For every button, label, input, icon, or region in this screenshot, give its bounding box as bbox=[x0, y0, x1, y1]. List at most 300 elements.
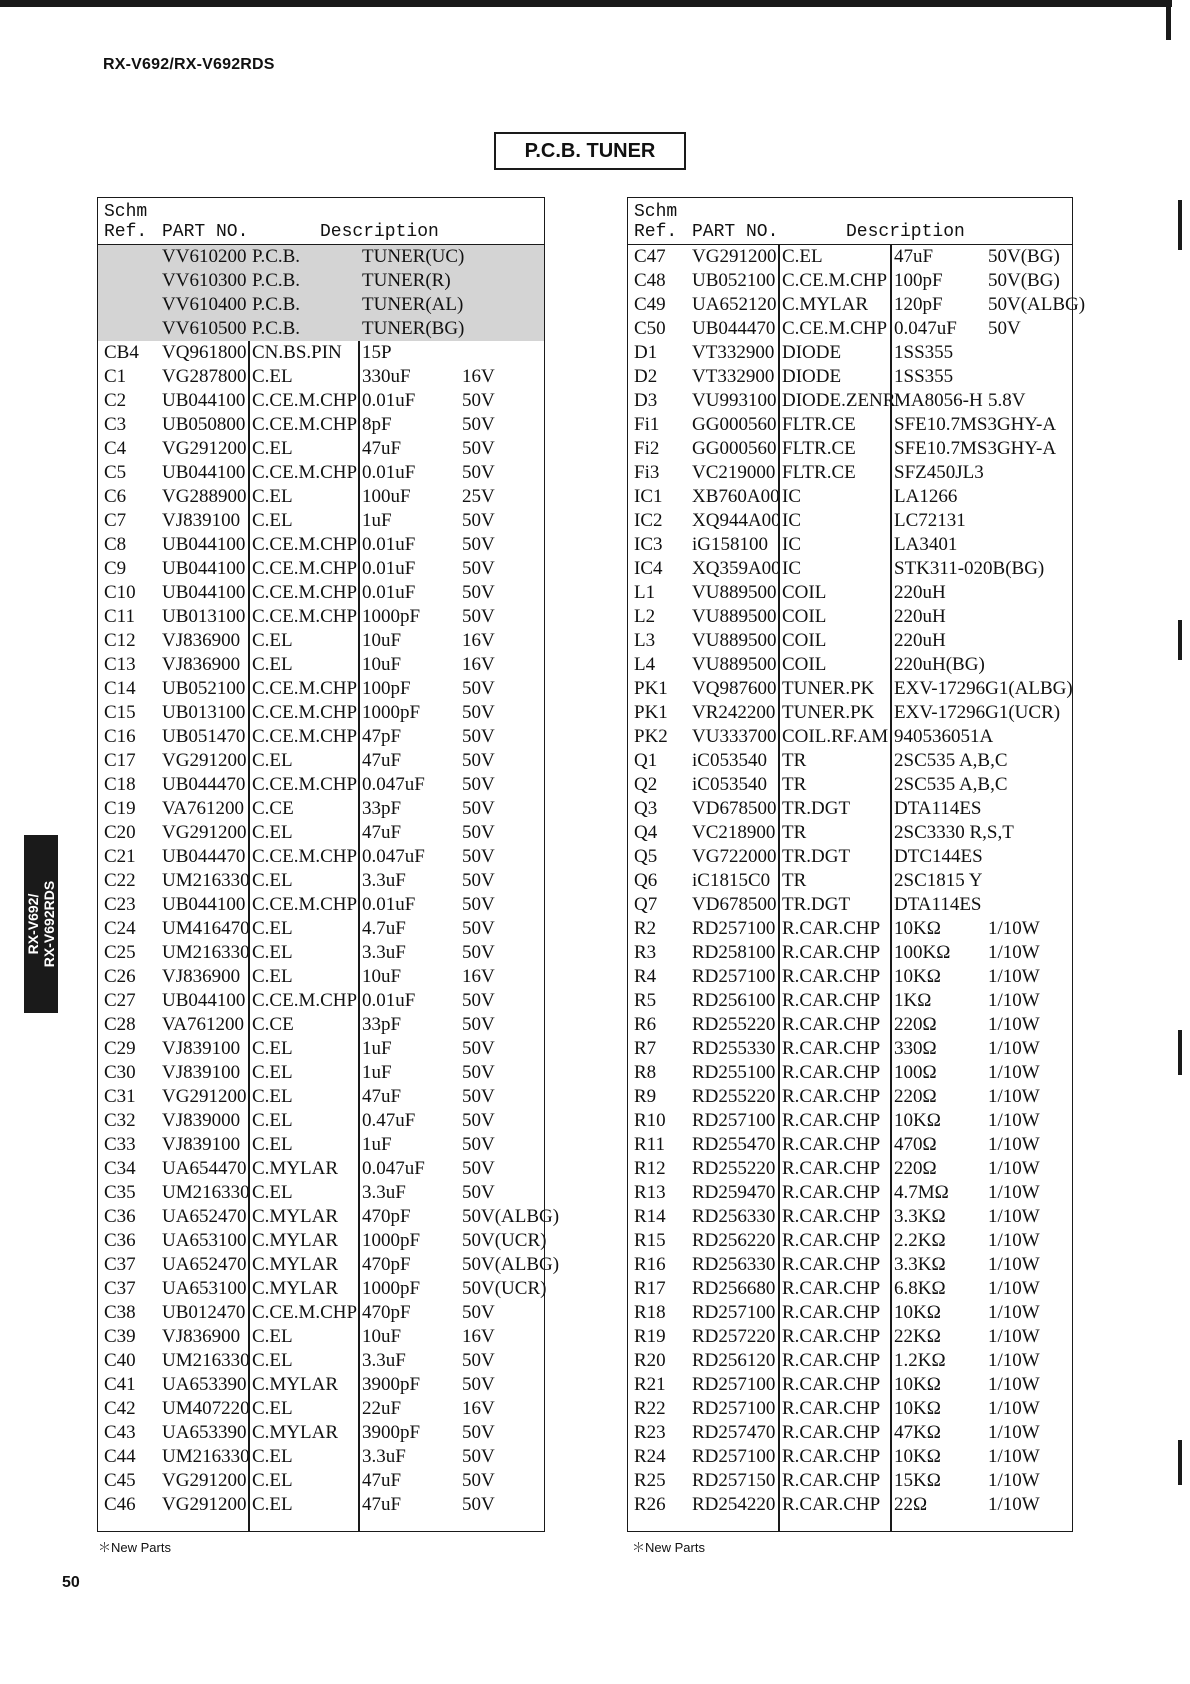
description-cell: TR bbox=[782, 822, 807, 843]
ref-cell: C8 bbox=[104, 534, 127, 555]
table-row bbox=[98, 989, 544, 1013]
part-no-cell: VG287800 bbox=[162, 366, 247, 387]
rating-cell: 50V bbox=[462, 990, 495, 1011]
ref-cell: R12 bbox=[634, 1158, 666, 1179]
ref-cell: D2 bbox=[634, 366, 658, 387]
rating-cell: 50V bbox=[462, 894, 495, 915]
ref-cell: C12 bbox=[104, 630, 136, 651]
description-cell: C.MYLAR bbox=[252, 1230, 339, 1251]
value-cell: 2SC1815 Y bbox=[894, 870, 983, 891]
value-cell: 15KΩ bbox=[894, 1470, 941, 1491]
rating-cell: 50V bbox=[462, 1470, 495, 1491]
ref-cell: C6 bbox=[104, 486, 127, 507]
value-cell: 0.47uF bbox=[362, 1110, 416, 1131]
rating-cell: 1/10W bbox=[988, 942, 1040, 963]
rating-cell: 16V bbox=[462, 366, 495, 387]
table-row bbox=[628, 1445, 1072, 1469]
description-cell: TR.DGT bbox=[782, 846, 851, 867]
description-cell: R.CAR.CHP bbox=[782, 1302, 881, 1323]
ref-cell: D3 bbox=[634, 390, 658, 411]
value-cell: 0.047uF bbox=[362, 846, 425, 867]
value-cell: 0.01uF bbox=[362, 990, 416, 1011]
value-cell: 220Ω bbox=[894, 1014, 937, 1035]
part-no-cell: VJ839100 bbox=[162, 1062, 241, 1083]
header-description: Description bbox=[320, 222, 439, 242]
description-cell: R.CAR.CHP bbox=[782, 942, 881, 963]
description-cell: C.MYLAR bbox=[252, 1158, 339, 1179]
table-row bbox=[628, 245, 1072, 269]
part-no-cell: RD257100 bbox=[692, 1110, 776, 1131]
rating-cell: 16V bbox=[462, 630, 495, 651]
rating-cell: 1/10W bbox=[988, 1302, 1040, 1323]
value-cell: 47uF bbox=[362, 750, 402, 771]
description-cell: C.EL bbox=[252, 630, 293, 651]
description-cell: R.CAR.CHP bbox=[782, 1230, 881, 1251]
value-cell: LA1266 bbox=[894, 486, 958, 507]
ref-cell: Q7 bbox=[634, 894, 658, 915]
description-cell: IC bbox=[782, 486, 801, 507]
value-cell: 0.01uF bbox=[362, 462, 416, 483]
value-cell: DTA114ES bbox=[894, 894, 982, 915]
part-no-cell: UA653390 bbox=[162, 1422, 247, 1443]
description-cell: C.EL bbox=[252, 1110, 293, 1131]
table-row bbox=[628, 1205, 1072, 1229]
part-no-cell: VV610200 bbox=[162, 246, 247, 267]
rating-cell: 1/10W bbox=[988, 918, 1040, 939]
ref-cell: R8 bbox=[634, 1062, 657, 1083]
ref-cell: L2 bbox=[634, 606, 656, 627]
value-cell: TUNER(UC) bbox=[362, 246, 465, 267]
rating-cell: 50V bbox=[462, 798, 495, 819]
ref-cell: C38 bbox=[104, 1302, 136, 1323]
ref-cell: C31 bbox=[104, 1086, 136, 1107]
value-cell: 0.047uF bbox=[894, 318, 957, 339]
table-row bbox=[628, 725, 1072, 749]
value-cell: 47uF bbox=[362, 822, 402, 843]
description-cell: C.CE.M.CHP bbox=[252, 726, 358, 747]
part-no-cell: UB044470 bbox=[692, 318, 776, 339]
description-cell: COIL bbox=[782, 630, 827, 651]
table-row bbox=[628, 1037, 1072, 1061]
table-row bbox=[98, 965, 544, 989]
edge-mark bbox=[1178, 620, 1182, 660]
rating-cell: 50V(UCR) bbox=[462, 1230, 547, 1251]
description-cell: C.MYLAR bbox=[252, 1206, 339, 1227]
value-cell: 0.047uF bbox=[362, 1158, 425, 1179]
parts-table-left bbox=[97, 197, 560, 1532]
ref-cell: C47 bbox=[634, 246, 666, 267]
part-no-cell: VV610500 bbox=[162, 318, 247, 339]
part-no-cell: VT332900 bbox=[692, 342, 775, 363]
ref-cell: C49 bbox=[634, 294, 666, 315]
rating-cell: 1/10W bbox=[988, 1350, 1040, 1371]
value-cell: 4.7uF bbox=[362, 918, 406, 939]
description-cell: P.C.B. bbox=[252, 294, 301, 315]
ref-cell: C35 bbox=[104, 1182, 136, 1203]
ref-cell: R2 bbox=[634, 918, 657, 939]
ref-cell: C11 bbox=[104, 606, 135, 627]
description-cell: P.C.B. bbox=[252, 270, 301, 291]
rating-cell: 50V(ALBG) bbox=[462, 1254, 560, 1275]
rating-cell: 50V bbox=[462, 1374, 495, 1395]
ref-cell: C7 bbox=[104, 510, 127, 531]
part-no-cell: UB044100 bbox=[162, 462, 246, 483]
ref-cell: IC1 bbox=[634, 486, 663, 507]
corner-border bbox=[1166, 0, 1171, 40]
description-cell: COIL bbox=[782, 582, 827, 603]
value-cell: DTC144ES bbox=[894, 846, 983, 867]
table-row bbox=[98, 893, 544, 917]
table-row bbox=[98, 701, 544, 725]
description-cell: C.CE.M.CHP bbox=[252, 678, 358, 699]
value-cell: SFZ450JL3 bbox=[894, 462, 984, 483]
rating-cell: 1/10W bbox=[988, 1494, 1040, 1515]
table-row bbox=[628, 1301, 1072, 1325]
table-row bbox=[628, 269, 1072, 293]
description-cell: C.EL bbox=[252, 1134, 293, 1155]
part-no-cell: VG291200 bbox=[162, 750, 247, 771]
value-cell: 330Ω bbox=[894, 1038, 937, 1059]
top-border bbox=[0, 0, 1172, 7]
value-cell: 0.01uF bbox=[362, 558, 416, 579]
ref-cell: C40 bbox=[104, 1350, 136, 1371]
description-cell: C.EL bbox=[252, 750, 293, 771]
rating-cell: 50V bbox=[462, 1134, 495, 1155]
description-cell: DIODE bbox=[782, 366, 842, 387]
rating-cell: 1/10W bbox=[988, 1134, 1040, 1155]
description-cell: C.EL bbox=[252, 1446, 293, 1467]
table-row bbox=[98, 557, 544, 581]
part-no-cell: VT332900 bbox=[692, 366, 775, 387]
table-row bbox=[628, 989, 1072, 1013]
value-cell: 47uF bbox=[362, 1494, 402, 1515]
ref-cell: R15 bbox=[634, 1230, 666, 1251]
value-cell: 220Ω bbox=[894, 1158, 937, 1179]
value-cell: 10KΩ bbox=[894, 1446, 941, 1467]
ref-cell: Fi2 bbox=[634, 438, 660, 459]
rating-cell: 1/10W bbox=[988, 1422, 1040, 1443]
header-schm: Schm bbox=[634, 202, 678, 222]
ref-cell: R7 bbox=[634, 1038, 657, 1059]
value-cell: 3900pF bbox=[362, 1422, 421, 1443]
part-no-cell: iC053540 bbox=[692, 774, 767, 795]
ref-cell: C36 bbox=[104, 1206, 136, 1227]
rating-cell: 50V bbox=[462, 750, 495, 771]
ref-cell: C37 bbox=[104, 1278, 136, 1299]
table-row bbox=[628, 1397, 1072, 1421]
table-row bbox=[628, 389, 1072, 413]
ref-cell: R23 bbox=[634, 1422, 666, 1443]
ref-cell: C5 bbox=[104, 462, 127, 483]
value-cell: SFE10.7MS3GHY-A bbox=[894, 438, 1057, 459]
description-cell: R.CAR.CHP bbox=[782, 1398, 881, 1419]
table-row bbox=[628, 365, 1072, 389]
value-cell: 2SC535 A,B,C bbox=[894, 750, 1008, 771]
part-no-cell: VC218900 bbox=[692, 822, 776, 843]
part-no-cell: RD256330 bbox=[692, 1206, 776, 1227]
part-no-cell: RD257100 bbox=[692, 1446, 776, 1467]
part-no-cell: RD259470 bbox=[692, 1182, 776, 1203]
table-row bbox=[98, 1469, 544, 1493]
value-cell: LC72131 bbox=[894, 510, 966, 531]
ref-cell: C50 bbox=[634, 318, 666, 339]
rating-cell: 1/10W bbox=[988, 1398, 1040, 1419]
value-cell: 47uF bbox=[362, 438, 402, 459]
ref-cell: C29 bbox=[104, 1038, 136, 1059]
part-no-cell: iG158100 bbox=[692, 534, 768, 555]
description-cell: C.EL bbox=[252, 1086, 293, 1107]
description-cell: C.EL bbox=[252, 1350, 293, 1371]
ref-cell: R9 bbox=[634, 1086, 657, 1107]
value-cell: 1000pF bbox=[362, 702, 421, 723]
value-cell: 10uF bbox=[362, 654, 402, 675]
part-no-cell: VR242200 bbox=[692, 702, 776, 723]
table-row bbox=[98, 269, 544, 293]
ref-cell: C41 bbox=[104, 1374, 136, 1395]
value-cell: 100KΩ bbox=[894, 942, 951, 963]
rating-cell: 1/10W bbox=[988, 1374, 1040, 1395]
rating-cell: 50V bbox=[462, 1014, 495, 1035]
table-row bbox=[98, 1421, 544, 1445]
rating-cell: 50V bbox=[462, 726, 495, 747]
value-cell: 220uH bbox=[894, 582, 946, 603]
part-no-cell: RD255220 bbox=[692, 1158, 776, 1179]
ref-cell: R13 bbox=[634, 1182, 666, 1203]
table-row bbox=[628, 749, 1072, 773]
ref-cell: C36 bbox=[104, 1230, 136, 1251]
ref-cell: R19 bbox=[634, 1326, 666, 1347]
header-part-no: PART NO. bbox=[692, 222, 779, 242]
value-cell: 1KΩ bbox=[894, 990, 932, 1011]
part-no-cell: VG291200 bbox=[162, 1086, 247, 1107]
description-cell: TR bbox=[782, 774, 807, 795]
table-row bbox=[98, 1205, 560, 1229]
description-cell: COIL bbox=[782, 606, 827, 627]
ref-cell: R5 bbox=[634, 990, 657, 1011]
rating-cell: 16V bbox=[462, 654, 495, 675]
ref-cell: R4 bbox=[634, 966, 657, 987]
part-no-cell: UB044100 bbox=[162, 390, 246, 411]
ref-cell: C30 bbox=[104, 1062, 136, 1083]
ref-cell: C26 bbox=[104, 966, 136, 987]
part-no-cell: RD255100 bbox=[692, 1062, 776, 1083]
part-no-cell: VJ836900 bbox=[162, 1326, 241, 1347]
ref-cell: C24 bbox=[104, 918, 136, 939]
table-row bbox=[628, 653, 1072, 677]
table-row bbox=[98, 725, 544, 749]
part-no-cell: UB044100 bbox=[162, 534, 246, 555]
description-cell: C.MYLAR bbox=[252, 1278, 339, 1299]
value-cell: 470pF bbox=[362, 1254, 411, 1275]
rating-cell: 16V bbox=[462, 1398, 495, 1419]
description-cell: C.EL bbox=[252, 1470, 293, 1491]
part-no-cell: UB013100 bbox=[162, 702, 246, 723]
rating-cell: 1/10W bbox=[988, 1206, 1040, 1227]
value-cell: 22uF bbox=[362, 1398, 402, 1419]
value-cell: 3.3uF bbox=[362, 1350, 406, 1371]
rating-cell: 1/10W bbox=[988, 1086, 1040, 1107]
part-no-cell: UB044100 bbox=[162, 894, 246, 915]
description-cell: C.EL bbox=[252, 942, 293, 963]
rating-cell: 50V bbox=[462, 390, 495, 411]
table-row bbox=[628, 557, 1072, 581]
value-cell: TUNER(R) bbox=[362, 270, 451, 291]
part-no-cell: UM216330 bbox=[162, 1446, 250, 1467]
description-cell: C.CE.M.CHP bbox=[252, 582, 358, 603]
part-no-cell: RD256680 bbox=[692, 1278, 776, 1299]
description-cell: C.CE.M.CHP bbox=[782, 318, 888, 339]
value-cell: 10KΩ bbox=[894, 1398, 941, 1419]
table-row bbox=[628, 845, 1072, 869]
rating-cell: 1/10W bbox=[988, 1254, 1040, 1275]
ref-cell: Q4 bbox=[634, 822, 658, 843]
part-no-cell: VG288900 bbox=[162, 486, 247, 507]
part-no-cell: RD258100 bbox=[692, 942, 776, 963]
description-cell: C.CE.M.CHP bbox=[252, 1302, 358, 1323]
description-cell: C.EL bbox=[252, 966, 293, 987]
part-no-cell: XQ359A00 bbox=[692, 558, 781, 579]
value-cell: 1uF bbox=[362, 1134, 392, 1155]
side-tab-line2: RX-V692RDS bbox=[41, 880, 57, 968]
table-row bbox=[628, 893, 1072, 917]
value-cell: 220uH bbox=[894, 606, 946, 627]
value-cell: 4.7MΩ bbox=[894, 1182, 949, 1203]
value-cell: 3.3KΩ bbox=[894, 1206, 946, 1227]
value-cell: 100Ω bbox=[894, 1062, 937, 1083]
table-row bbox=[98, 1349, 544, 1373]
rating-cell: 1/10W bbox=[988, 1182, 1040, 1203]
part-no-cell: UB044470 bbox=[162, 774, 246, 795]
header-description: Description bbox=[846, 222, 965, 242]
ref-cell: Q6 bbox=[634, 870, 658, 891]
table-row bbox=[628, 437, 1072, 461]
part-no-cell: UM216330 bbox=[162, 942, 250, 963]
part-no-cell: UA652470 bbox=[162, 1254, 247, 1275]
rating-cell: 50V bbox=[462, 534, 495, 555]
ref-cell: R6 bbox=[634, 1014, 657, 1035]
ref-cell: Fi1 bbox=[634, 414, 660, 435]
ref-cell: C46 bbox=[104, 1494, 136, 1515]
value-cell: 10KΩ bbox=[894, 1302, 941, 1323]
part-no-cell: UM407220 bbox=[162, 1398, 250, 1419]
value-cell: 3.3uF bbox=[362, 942, 406, 963]
value-cell: 220uH(BG) bbox=[894, 654, 985, 675]
table-row bbox=[628, 1421, 1072, 1445]
table-row bbox=[98, 1061, 544, 1085]
value-cell: 120pF bbox=[894, 294, 943, 315]
value-cell: 330uF bbox=[362, 366, 411, 387]
part-no-cell: RD257100 bbox=[692, 918, 776, 939]
part-no-cell: RD256120 bbox=[692, 1350, 776, 1371]
table-row bbox=[98, 389, 544, 413]
part-no-cell: VA761200 bbox=[162, 798, 244, 819]
table-row bbox=[628, 317, 1072, 341]
description-cell: C.CE.M.CHP bbox=[252, 414, 358, 435]
description-cell: R.CAR.CHP bbox=[782, 1254, 881, 1275]
table-row bbox=[98, 341, 544, 365]
rating-cell: 25V bbox=[462, 486, 495, 507]
rating-cell: 1/10W bbox=[988, 990, 1040, 1011]
table-row bbox=[628, 293, 1086, 317]
ref-cell: R16 bbox=[634, 1254, 666, 1275]
rating-cell: 50V(BG) bbox=[988, 270, 1060, 291]
table-row bbox=[98, 845, 544, 869]
description-cell: R.CAR.CHP bbox=[782, 1182, 881, 1203]
part-no-cell: UM416470 bbox=[162, 918, 250, 939]
rating-cell: 50V bbox=[462, 462, 495, 483]
value-cell: 1000pF bbox=[362, 1278, 421, 1299]
part-no-cell: VD678500 bbox=[692, 894, 777, 915]
ref-cell: C4 bbox=[104, 438, 127, 459]
description-cell: TR bbox=[782, 750, 807, 771]
table-row bbox=[98, 869, 544, 893]
part-no-cell: VV610400 bbox=[162, 294, 247, 315]
rating-cell: 50V bbox=[462, 414, 495, 435]
description-cell: R.CAR.CHP bbox=[782, 1110, 881, 1131]
header-ref: Ref. bbox=[634, 222, 678, 242]
part-no-cell: GG000560 bbox=[692, 414, 777, 435]
ref-cell: R10 bbox=[634, 1110, 666, 1131]
value-cell: 0.01uF bbox=[362, 390, 416, 411]
part-no-cell: VQ961800 bbox=[162, 342, 247, 363]
table-row bbox=[98, 1037, 544, 1061]
table-row bbox=[98, 1133, 544, 1157]
description-cell: R.CAR.CHP bbox=[782, 966, 881, 987]
part-no-cell: XQ944A00 bbox=[692, 510, 781, 531]
part-no-cell: UB051470 bbox=[162, 726, 246, 747]
table-row bbox=[628, 1013, 1072, 1037]
rating-cell: 5.8V bbox=[988, 390, 1026, 411]
ref-cell: C48 bbox=[634, 270, 666, 291]
table-row bbox=[628, 1109, 1072, 1133]
table-row bbox=[98, 581, 544, 605]
table-row bbox=[628, 1349, 1072, 1373]
ref-cell: Q5 bbox=[634, 846, 658, 867]
ref-cell: PK1 bbox=[634, 678, 668, 699]
description-cell: TUNER.PK bbox=[782, 678, 875, 699]
value-cell: 1.2KΩ bbox=[894, 1350, 946, 1371]
description-cell: DIODE.ZENR bbox=[782, 390, 896, 411]
value-cell: 470Ω bbox=[894, 1134, 937, 1155]
part-no-cell: VG291200 bbox=[162, 1470, 247, 1491]
rating-cell: 50V bbox=[462, 1446, 495, 1467]
ref-cell: C27 bbox=[104, 990, 136, 1011]
part-no-cell: UA652120 bbox=[692, 294, 777, 315]
description-cell: C.CE.M.CHP bbox=[252, 702, 358, 723]
table-row bbox=[98, 605, 544, 629]
ref-cell: C17 bbox=[104, 750, 136, 771]
description-cell: C.CE.M.CHP bbox=[252, 846, 358, 867]
description-cell: R.CAR.CHP bbox=[782, 1278, 881, 1299]
table-row bbox=[98, 1445, 544, 1469]
table-row bbox=[628, 1325, 1072, 1349]
description-cell: C.MYLAR bbox=[252, 1422, 339, 1443]
part-no-cell: UB044100 bbox=[162, 990, 246, 1011]
table-row bbox=[628, 605, 1072, 629]
part-no-cell: UA653100 bbox=[162, 1278, 247, 1299]
ref-cell: C28 bbox=[104, 1014, 136, 1035]
value-cell: 6.8KΩ bbox=[894, 1278, 946, 1299]
part-no-cell: RD256330 bbox=[692, 1254, 776, 1275]
description-cell: R.CAR.CHP bbox=[782, 990, 881, 1011]
description-cell: C.MYLAR bbox=[252, 1254, 339, 1275]
value-cell: 1000pF bbox=[362, 606, 421, 627]
ref-cell: C16 bbox=[104, 726, 136, 747]
rating-cell: 1/10W bbox=[988, 1062, 1040, 1083]
part-no-cell: VJ836900 bbox=[162, 630, 241, 651]
part-no-cell: RD255330 bbox=[692, 1038, 776, 1059]
rating-cell: 50V(BG) bbox=[988, 246, 1060, 267]
